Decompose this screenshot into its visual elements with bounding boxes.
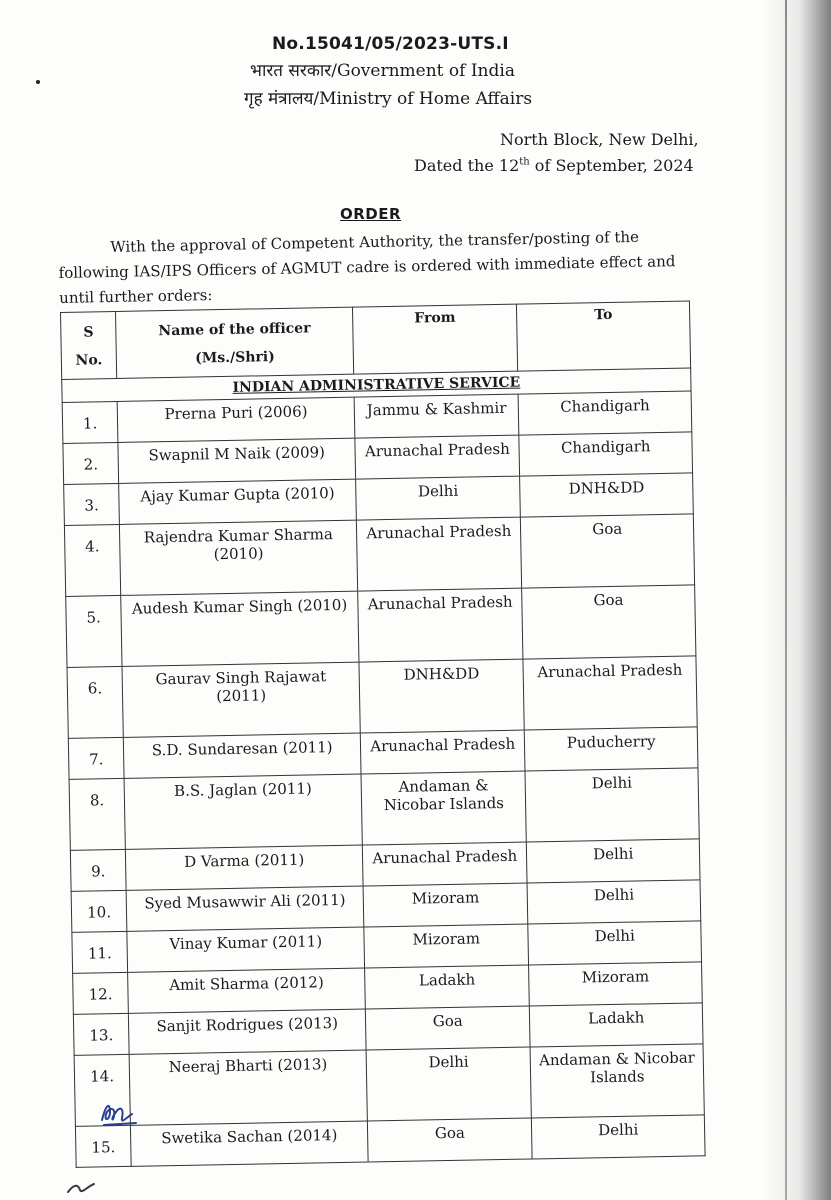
row-from: Delhi xyxy=(366,1047,532,1121)
row-from: Goa xyxy=(365,1006,530,1050)
row-name: Prerna Puri (2006) xyxy=(117,397,355,442)
row-from: Ladakh xyxy=(365,965,530,1009)
page-edge-shadow xyxy=(761,0,831,1200)
row-sno: 13. xyxy=(73,1013,129,1055)
dated-sup: th xyxy=(519,156,530,168)
table-row xyxy=(67,656,697,739)
row-sno: 3. xyxy=(64,483,120,525)
table-row xyxy=(64,514,694,597)
order-title: ORDER xyxy=(340,205,402,223)
row-sno: 9. xyxy=(70,849,126,891)
table-row xyxy=(74,1044,704,1127)
row-from: Andaman & Nicobar Islands xyxy=(361,771,527,845)
row-name: Neeraj Bharti (2013) xyxy=(129,1050,367,1125)
table-header-row xyxy=(61,301,691,380)
dated-prefix: Dated the 12 xyxy=(414,156,520,175)
row-to: Delhi xyxy=(527,880,700,924)
header-name-line2: (Ms./Shri) xyxy=(195,349,275,367)
row-sno: 7. xyxy=(68,737,124,779)
page-edge-line xyxy=(785,0,787,1200)
row-name: Rajendra Kumar Sharma (2010) xyxy=(120,520,358,595)
row-from: Arunachal Pradesh xyxy=(357,517,523,591)
row-to: Chandigarh xyxy=(518,391,691,435)
row-name: Amit Sharma (2012) xyxy=(128,968,366,1013)
row-to: Delhi xyxy=(527,839,700,883)
dated-line xyxy=(414,156,694,175)
row-to: Arunachal Pradesh xyxy=(523,656,697,730)
row-to: Puducherry xyxy=(525,727,698,771)
header-from: From xyxy=(353,304,518,374)
row-sno: 1. xyxy=(62,401,118,443)
header-name-line1: Name of the officer xyxy=(158,320,311,340)
row-to: Delhi xyxy=(525,768,699,842)
header-sno-line1: S xyxy=(83,324,94,341)
row-sno: 6. xyxy=(67,666,123,738)
row-name: B.S. Jaglan (2011) xyxy=(124,774,362,849)
row-to: Chandigarh xyxy=(519,432,692,476)
row-sno: 15. xyxy=(75,1125,131,1167)
row-name: Sanjit Rodrigues (2013) xyxy=(129,1009,367,1054)
row-name: Ajay Kumar Gupta (2010) xyxy=(119,479,357,524)
row-name: Swapnil M Naik (2009) xyxy=(118,438,356,483)
row-from: Mizoram xyxy=(364,924,529,968)
row-from: Delhi xyxy=(356,476,521,520)
row-from: Jammu & Kashmir xyxy=(354,394,519,438)
row-name: Gaurav Singh Rajawat (2011) xyxy=(122,662,360,737)
row-name: Swetika Sachan (2014) xyxy=(131,1121,369,1166)
row-from: DNH&DD xyxy=(359,659,525,733)
row-sno: 10. xyxy=(71,890,127,932)
row-to: Goa xyxy=(521,514,695,588)
ministry-line: गृह मंत्रालय/Ministry of Home Affairs xyxy=(244,89,533,109)
section-title: INDIAN ADMINISTRATIVE SERVICE xyxy=(62,368,691,403)
row-from: Arunachal Pradesh xyxy=(358,588,524,662)
row-sno: 8. xyxy=(69,778,125,850)
row-sno: 5. xyxy=(66,595,122,667)
table-row xyxy=(66,585,696,668)
handwritten-initials xyxy=(98,1098,142,1128)
row-to: DNH&DD xyxy=(520,473,693,517)
dated-suffix: of September, 2024 xyxy=(529,156,694,175)
row-sno: 11. xyxy=(72,931,128,973)
row-name: Audesh Kumar Singh (2010) xyxy=(121,591,359,666)
row-from: Arunachal Pradesh xyxy=(360,730,525,774)
reference-number: No.15041/05/2023-UTS.I xyxy=(272,34,509,54)
row-name: S.D. Sundaresan (2011) xyxy=(123,733,361,778)
header-sno xyxy=(61,311,117,379)
row-sno: 14. xyxy=(74,1054,130,1126)
row-to: Ladakh xyxy=(530,1003,703,1047)
row-to: Delhi xyxy=(532,1115,705,1159)
row-sno: 2. xyxy=(63,442,119,484)
row-to: Mizoram xyxy=(529,962,702,1006)
officers-table-wrapper xyxy=(60,300,706,1167)
row-name: Vinay Kumar (2011) xyxy=(127,927,365,972)
officers-table xyxy=(60,300,706,1167)
row-name: Syed Musawwir Ali (2011) xyxy=(126,886,364,931)
row-sno: 4. xyxy=(64,524,120,596)
stray-mark xyxy=(36,80,40,84)
intro-paragraph: With the approval of Competent Authority, the transfer/posting of the following IAS/IPS Officers of AGMUT cadre is ordered with immediate effect and until further orders: xyxy=(58,227,676,307)
row-from: Arunachal Pradesh xyxy=(355,435,520,479)
handwritten-mark xyxy=(66,1178,96,1196)
row-from: Goa xyxy=(368,1118,533,1162)
place-line: North Block, New Delhi, xyxy=(500,130,699,149)
header-sno-line2: No. xyxy=(75,352,103,369)
header-name xyxy=(116,307,354,378)
table-row xyxy=(69,768,699,851)
row-to: Goa xyxy=(522,585,696,659)
government-line: भारत सरकार/Government of India xyxy=(250,61,515,81)
row-sno: 12. xyxy=(73,972,129,1014)
row-to: Andaman & Nicobar Islands xyxy=(530,1044,704,1118)
row-to: Delhi xyxy=(528,921,701,965)
row-name: D Varma (2011) xyxy=(125,845,363,890)
row-from: Mizoram xyxy=(363,883,528,927)
row-from: Arunachal Pradesh xyxy=(362,842,527,886)
header-to: To xyxy=(517,301,691,371)
